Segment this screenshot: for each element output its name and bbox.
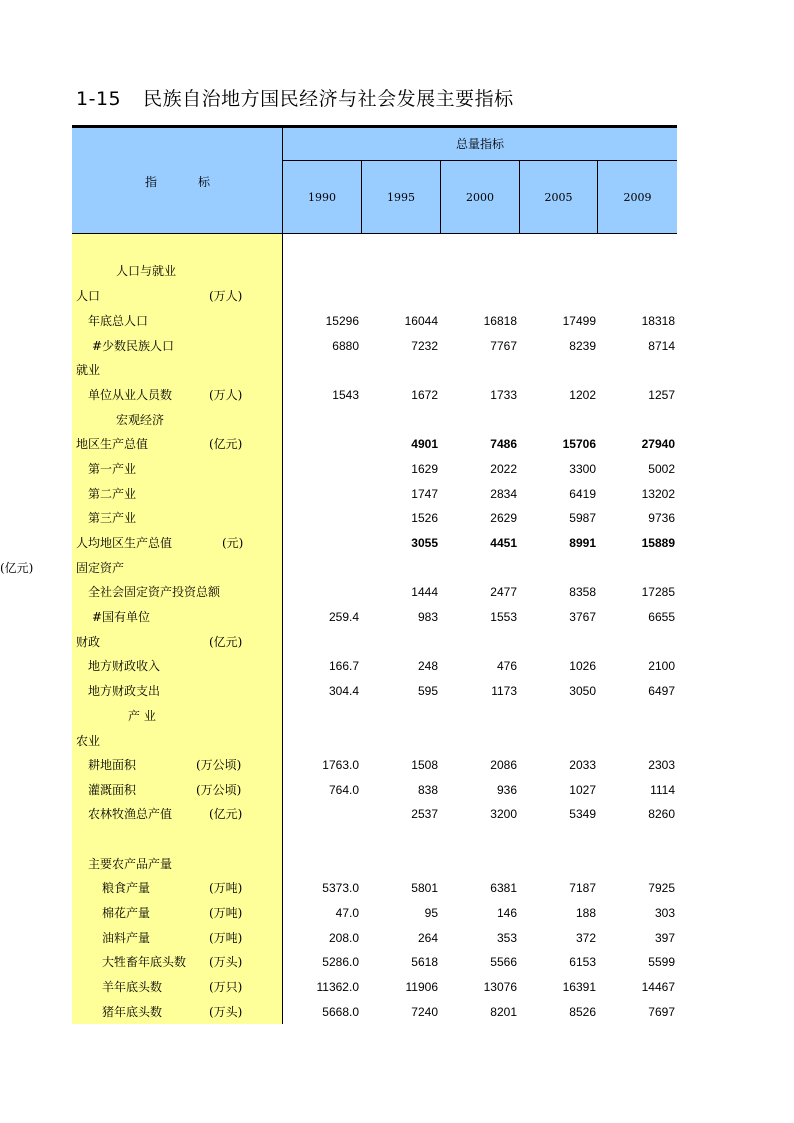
cell-1990: 1763.0	[322, 758, 359, 772]
table-row	[0, 852, 794, 876]
cell-2005: 7187	[569, 881, 596, 895]
totals-header	[283, 128, 677, 234]
cell-2009: 8714	[648, 339, 675, 353]
cell-1990: 1543	[332, 388, 359, 402]
table-row	[0, 876, 794, 900]
cell-2000: 1553	[490, 610, 517, 624]
row-unit: (万人)	[209, 388, 243, 402]
row-unit: (万吨)	[209, 881, 243, 895]
cell-2000: 5566	[490, 955, 517, 969]
row-label: 单位从业人员数	[88, 388, 173, 402]
cell-2000: 8201	[490, 1005, 517, 1019]
row-label: 油料产量	[102, 931, 151, 945]
cell-2009: 1257	[648, 388, 675, 402]
cell-1990: 304.4	[328, 684, 359, 698]
row-label: 灌溉面积	[88, 783, 137, 797]
cell-1995: 4901	[411, 437, 438, 451]
cell-1990: 6880	[332, 339, 359, 353]
table-row	[0, 926, 794, 950]
cell-1990: 11362.0	[316, 980, 359, 994]
row-unit: (亿元)	[209, 807, 243, 821]
table-row	[0, 309, 794, 333]
cell-2009: 303	[654, 906, 675, 920]
year-header-2005: 2005	[544, 191, 573, 204]
table-row	[0, 778, 794, 802]
cell-1995: 7232	[411, 339, 438, 353]
indicator-header-label-a: 指	[145, 175, 158, 189]
cell-2009: 17285	[641, 585, 675, 599]
page-title	[76, 84, 514, 111]
cell-2005: 6419	[569, 487, 596, 501]
table-row	[0, 358, 794, 382]
cell-2000: 2086	[490, 758, 517, 772]
row-label: 人均地区生产总值	[76, 536, 173, 550]
cell-1990: 5286.0	[322, 955, 359, 969]
row-label: #国有单位	[92, 610, 151, 624]
cell-2000: 146	[496, 906, 517, 920]
table-row	[0, 506, 794, 530]
row-unit: (亿元)	[209, 437, 243, 451]
cell-2009: 397	[654, 931, 675, 945]
row-unit: (万只)	[209, 980, 243, 994]
indicator-header-label-b: 标	[198, 175, 211, 189]
table-row	[0, 556, 794, 580]
cell-1990: 259.4	[328, 610, 359, 624]
cell-2009: 7697	[648, 1005, 675, 1019]
table-row	[0, 802, 794, 826]
cell-1990: 5373.0	[322, 881, 359, 895]
cell-2000: 476	[496, 659, 517, 673]
row-label: 全社会固定资产投资总额	[88, 585, 221, 599]
row-label: 猪年底头数	[102, 1005, 163, 1019]
row-label: 人口与就业	[116, 264, 177, 278]
cell-2009: 2303	[648, 758, 675, 772]
table-row	[0, 531, 794, 555]
row-unit: (万吨)	[209, 931, 243, 945]
cell-2005: 1027	[569, 783, 596, 797]
cell-2005: 8991	[569, 536, 596, 550]
cell-1990: 166.7	[328, 659, 359, 673]
cell-2000: 2022	[490, 462, 517, 476]
table-row	[0, 654, 794, 678]
cell-2000: 2834	[490, 487, 517, 501]
cell-2009: 2100	[648, 659, 675, 673]
row-label: 财政	[76, 635, 101, 649]
row-label: #少数民族人口	[92, 339, 175, 353]
table-title: 民族自治地方国民经济与社会发展主要指标	[143, 88, 514, 110]
year-header-1995: 1995	[387, 191, 415, 204]
table-row	[0, 334, 794, 358]
cell-2009: 27940	[641, 437, 675, 451]
table-number: 1-15	[76, 88, 122, 110]
row-label: 年底总人口	[88, 314, 149, 328]
row-label: 第二产业	[88, 487, 137, 501]
row-label: 羊年底头数	[102, 980, 163, 994]
row-label: 产 业	[128, 709, 156, 723]
cell-1990: 5668.0	[322, 1005, 359, 1019]
cell-2005: 17499	[562, 314, 596, 328]
cell-2000: 936	[496, 783, 517, 797]
cell-2009: 15889	[641, 536, 675, 550]
row-unit: (亿元)	[209, 635, 243, 649]
row-label: 地区生产总值	[76, 437, 149, 451]
cell-1995: 11906	[405, 980, 438, 994]
cell-1995: 838	[417, 783, 438, 797]
table-row	[0, 605, 794, 629]
table-row	[0, 457, 794, 481]
row-label: 棉花产量	[102, 906, 151, 920]
group-header-label: 总量指标	[455, 137, 504, 151]
cell-2000: 6381	[490, 881, 517, 895]
cell-2000: 4451	[490, 536, 517, 550]
row-label: 农业	[76, 734, 101, 748]
row-label: 主要农产品产量	[88, 857, 173, 871]
cell-2000: 2477	[490, 585, 517, 599]
table-row	[0, 284, 794, 308]
cell-1995: 1526	[411, 511, 438, 525]
cell-2000: 1733	[490, 388, 517, 402]
cell-2000: 13076	[483, 980, 517, 994]
year-header-2000: 2000	[466, 191, 494, 204]
cell-1995: 2537	[411, 807, 438, 821]
cell-1995: 248	[417, 659, 438, 673]
cell-1995: 16044	[404, 314, 438, 328]
row-unit: (万公顷)	[196, 758, 242, 772]
cell-2005: 5349	[569, 807, 596, 821]
table-row	[0, 630, 794, 654]
cell-2009: 1114	[650, 783, 675, 797]
row-unit: (万头)	[209, 955, 243, 969]
cell-2005: 8526	[569, 1005, 596, 1019]
cell-2005: 5987	[569, 511, 596, 525]
year-header-2009: 2009	[623, 191, 652, 204]
row-unit: (万人)	[209, 289, 243, 303]
row-label: 就业	[76, 363, 101, 377]
table-row	[0, 1000, 794, 1024]
cell-1995: 5618	[411, 955, 438, 969]
cell-1995: 5801	[411, 881, 438, 895]
cell-2005: 8358	[569, 585, 596, 599]
cell-2009: 5002	[648, 462, 675, 476]
cell-2005: 1202	[569, 388, 596, 402]
cell-1995: 595	[417, 684, 438, 698]
cell-2009: 8260	[648, 807, 675, 821]
table-row	[0, 259, 794, 283]
cell-2000: 7767	[490, 339, 517, 353]
table-row	[0, 901, 794, 925]
cell-2005: 3767	[569, 610, 596, 624]
table-row	[0, 950, 794, 974]
row-label: 宏观经济	[116, 413, 165, 427]
cell-1990: 208.0	[328, 931, 359, 945]
cell-1995: 7240	[411, 1005, 438, 1019]
cell-2005: 372	[575, 931, 596, 945]
table-row	[0, 679, 794, 703]
cell-2009: 14467	[641, 980, 675, 994]
row-label: 农林牧渔总产值	[88, 807, 173, 821]
row-label: 第三产业	[88, 511, 137, 525]
cell-2009: 18318	[641, 314, 675, 328]
table-row	[0, 580, 794, 604]
cell-2009: 13202	[641, 487, 675, 501]
cell-2005: 1026	[569, 659, 596, 673]
year-header-1990: 1990	[308, 191, 336, 204]
cell-2009: 6497	[648, 684, 675, 698]
cell-1995: 1629	[411, 462, 438, 476]
table-row	[0, 432, 794, 456]
row-label: 耕地面积	[88, 758, 137, 772]
cell-2005: 2033	[569, 758, 596, 772]
cell-1995: 1508	[411, 758, 438, 772]
row-label: 大牲畜年底头数	[102, 955, 187, 969]
table-row	[0, 383, 794, 407]
cell-2005: 15706	[562, 437, 596, 451]
cell-2005: 8239	[569, 339, 596, 353]
table-row	[0, 482, 794, 506]
cell-1995: 264	[417, 931, 438, 945]
table-row	[0, 408, 794, 432]
row-unit: (万头)	[209, 1005, 243, 1019]
row-label: 粮食产量	[102, 881, 151, 895]
cell-2009: 5599	[648, 955, 675, 969]
row-label: 地方财政支出	[88, 684, 161, 698]
row-unit: (元)	[222, 536, 244, 550]
cell-2009: 6655	[648, 610, 675, 624]
cell-1990: 764.0	[328, 783, 359, 797]
row-label: 地方财政收入	[88, 659, 161, 673]
row-label: 人口	[76, 289, 101, 303]
cell-2005: 3300	[569, 462, 596, 476]
row-unit: (万吨)	[209, 906, 243, 920]
cell-2000: 2629	[490, 511, 517, 525]
cell-2005: 188	[575, 906, 596, 920]
row-unit: (万公顷)	[196, 783, 242, 797]
cell-1995: 95	[424, 906, 438, 920]
row-label: 第一产业	[88, 462, 137, 476]
cell-2000: 7486	[490, 437, 517, 451]
cell-2005: 6153	[569, 955, 596, 969]
cell-1995: 1747	[411, 487, 438, 501]
cell-2000: 1173	[491, 684, 517, 698]
cell-1995: 3055	[411, 536, 438, 550]
table-row	[0, 704, 794, 728]
table-row	[0, 975, 794, 999]
cell-1990: 47.0	[335, 906, 359, 920]
cell-2009: 7925	[648, 881, 675, 895]
cell-2005: 16391	[562, 980, 596, 994]
cell-1990: 15296	[325, 314, 359, 328]
cell-2009: 9736	[648, 511, 675, 525]
cell-2000: 3200	[490, 807, 517, 821]
table-row	[0, 753, 794, 777]
table-row	[0, 729, 794, 753]
cell-1995: 983	[417, 610, 438, 624]
cell-2000: 353	[496, 931, 517, 945]
cell-1995: 1672	[411, 388, 438, 402]
cell-1995: 1444	[411, 585, 438, 599]
row-unit: (亿元)	[0, 561, 34, 575]
cell-2000: 16818	[483, 314, 517, 328]
indicator-header	[72, 128, 282, 234]
row-label: 固定资产	[76, 561, 125, 575]
cell-2005: 3050	[569, 684, 596, 698]
